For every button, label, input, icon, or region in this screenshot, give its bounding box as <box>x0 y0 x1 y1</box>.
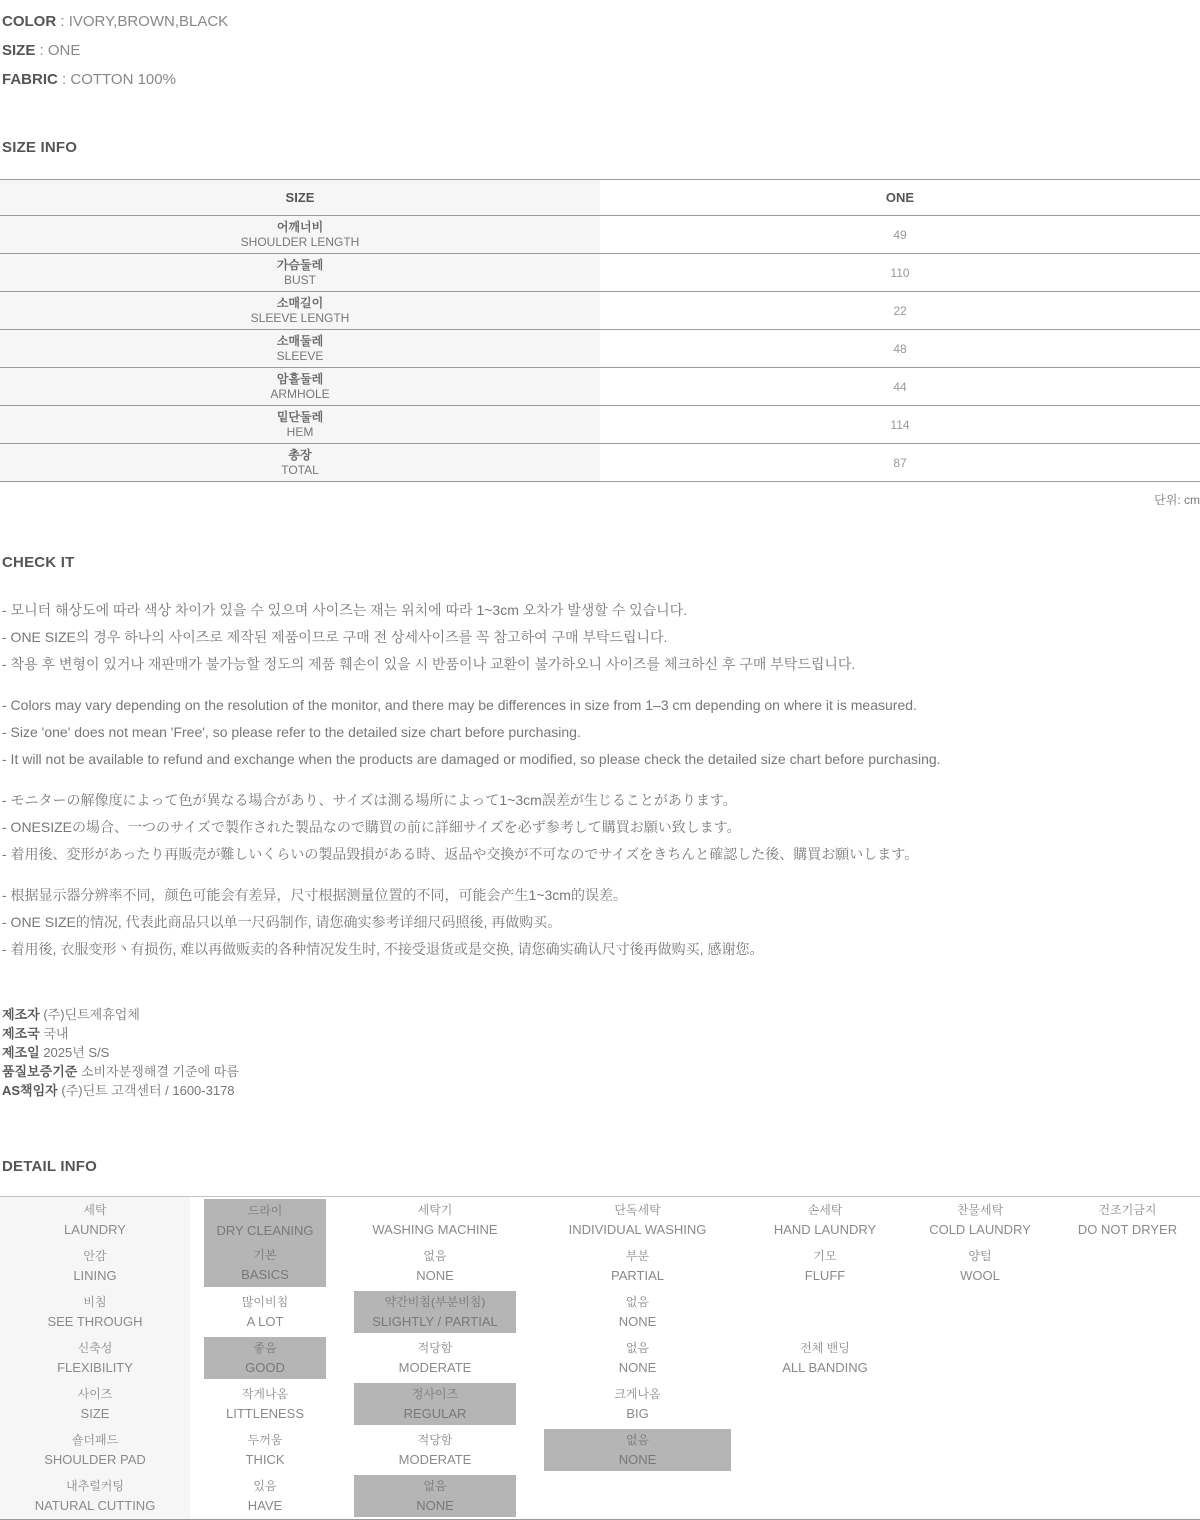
size-info-heading: SIZE INFO <box>2 139 78 156</box>
size-table-row <box>0 405 1200 443</box>
detail-option-korean: 크게나옴 <box>614 1387 661 1401</box>
detail-option-cell <box>190 1473 340 1519</box>
detail-option-korean: 없음 <box>423 1479 447 1493</box>
detail-option-cell <box>1055 1197 1200 1243</box>
manufacturer-value: 2025년 S/S <box>43 1045 110 1060</box>
detail-option <box>204 1383 326 1425</box>
detail-option-cell <box>905 1473 1055 1519</box>
detail-option-english: MODERATE <box>398 1452 472 1467</box>
detail-option-korean: 세탁기 <box>417 1203 453 1217</box>
detail-option-cell <box>745 1289 905 1335</box>
detail-option-cell <box>340 1197 530 1243</box>
note-group-zh <box>2 882 1200 963</box>
attribute-separator: : <box>57 71 71 88</box>
detail-label-english: SEE THROUGH <box>47 1314 143 1329</box>
detail-row-label <box>0 1473 190 1519</box>
detail-option <box>354 1245 516 1287</box>
size-value: 49 <box>893 227 907 242</box>
detail-label-english: LAUNDRY <box>64 1222 126 1237</box>
detail-option <box>919 1245 1041 1287</box>
detail-option-english: MODERATE <box>398 1360 472 1375</box>
detail-option <box>354 1199 516 1241</box>
manufacturer-line <box>2 1081 1200 1100</box>
attribute-separator: : <box>35 42 48 59</box>
detail-option-cell <box>530 1243 745 1289</box>
manufacturer-line <box>2 1024 1200 1043</box>
detail-label-korean: 세탁 <box>83 1203 107 1217</box>
size-value: 110 <box>890 265 910 280</box>
note-line: - ONE SIZE의 경우 하나의 사이즈로 제작된 제품이므로 구매 전 상세사이즈를 꼭 참고하여 구매 부탁드립니다. <box>2 629 668 645</box>
detail-option-cell <box>905 1335 1055 1381</box>
size-table-header-size: SIZE <box>0 180 600 215</box>
detail-option-cell <box>190 1427 340 1473</box>
detail-option-cell <box>1055 1335 1200 1381</box>
detail-option <box>354 1337 516 1379</box>
detail-option-cell <box>1055 1427 1200 1473</box>
detail-option-cell <box>745 1381 905 1427</box>
detail-option-korean: 없음 <box>625 1341 650 1355</box>
detail-option <box>354 1291 516 1333</box>
note-line: - ONE SIZE的情况, 代表此商品只以单一尺码制作, 请您确实参考详细尺码照後, 再做购买。 <box>2 914 562 930</box>
size-row-label <box>0 444 600 481</box>
note-line: - Size 'one' does not mean 'Free', so please refer to the detailed size chart before purchasing. <box>2 724 581 740</box>
detail-label-english: NATURAL CUTTING <box>34 1498 156 1513</box>
detail-option-korean: 많이비침 <box>241 1295 289 1309</box>
unit-note: 단위: cm <box>1154 493 1200 507</box>
detail-option-korean: 두꺼움 <box>247 1433 283 1447</box>
detail-option-korean: 없음 <box>625 1433 650 1447</box>
detail-option-cell <box>745 1197 905 1243</box>
note-line: - Colors may vary depending on the resolution of the monitor, and there may be differences in size from 1–3 cm depending on where it is measured. <box>2 697 917 713</box>
size-label-english: SHOULDER LENGTH <box>240 234 360 249</box>
note-line: - 착용 후 변형이 있거나 재판매가 불가능할 정도의 제품 훼손이 있을 시 반품이나 교환이 불가하오니 사이즈를 체크하신 후 구매 부탁드립니다. <box>2 656 856 672</box>
size-row-label <box>0 330 600 367</box>
detail-option-english: NONE <box>416 1498 454 1513</box>
detail-option-korean: 기모 <box>813 1249 837 1263</box>
detail-option-cell <box>530 1381 745 1427</box>
note-group-ja <box>2 787 1200 868</box>
detail-option <box>354 1383 516 1425</box>
note-line: - 根据显示器分辨率不同，颜色可能会有差异，尺寸根据测量位置的不同，可能会产生1~3cm的误差。 <box>2 887 627 903</box>
attribute-line <box>2 65 1200 94</box>
detail-option-english: SLIGHTLY / PARTIAL <box>372 1314 498 1329</box>
detail-label-english: SIZE <box>80 1406 110 1421</box>
detail-option-english: GOOD <box>245 1360 285 1375</box>
size-table-row <box>0 291 1200 329</box>
manufacturer-value: (주)딘트제휴업체 <box>43 1007 140 1022</box>
size-label-english: SLEEVE LENGTH <box>250 310 350 325</box>
detail-label-english: SHOULDER PAD <box>44 1452 146 1467</box>
detail-label-korean: 사이즈 <box>77 1387 113 1401</box>
size-table-row <box>0 443 1200 481</box>
detail-option <box>544 1383 731 1425</box>
detail-option <box>204 1243 326 1287</box>
size-row-label <box>0 406 600 443</box>
attribute-line <box>2 7 1200 36</box>
detail-option-korean: 좋음 <box>253 1341 277 1355</box>
size-row-label <box>0 216 600 253</box>
detail-option-english: DRY CLEANING <box>216 1223 314 1238</box>
detail-row-label <box>0 1335 190 1381</box>
note-group-en <box>2 692 1200 773</box>
size-table-row <box>0 215 1200 253</box>
manufacturer-value: (주)딘트 고객센터 / 1600-3178 <box>61 1083 235 1098</box>
detail-option-cell <box>745 1427 905 1473</box>
detail-option-english: NONE <box>416 1268 454 1283</box>
detail-option-cell <box>190 1381 340 1427</box>
detail-option-cell-selected <box>340 1381 530 1427</box>
detail-option-korean: 단독세탁 <box>614 1203 661 1217</box>
detail-option <box>544 1337 731 1379</box>
detail-label-korean: 비침 <box>83 1295 107 1309</box>
detail-option-cell-selected <box>190 1243 340 1289</box>
detail-label-korean: 신축성 <box>77 1341 113 1355</box>
detail-option <box>544 1245 731 1287</box>
detail-option-korean: 건조기금지 <box>1098 1203 1157 1217</box>
detail-option-korean: 작게나옴 <box>241 1387 289 1401</box>
detail-option-korean: 양털 <box>968 1249 992 1263</box>
size-label-english: SLEEVE <box>276 348 324 363</box>
detail-option-english: NONE <box>618 1360 657 1375</box>
detail-option-cell <box>1055 1381 1200 1427</box>
detail-option <box>919 1199 1041 1241</box>
detail-option-cell <box>745 1243 905 1289</box>
detail-row-label <box>0 1289 190 1335</box>
size-table <box>0 179 1200 482</box>
check-it-heading: CHECK IT <box>2 554 75 571</box>
attribute-label: COLOR <box>2 13 57 30</box>
detail-row-label <box>0 1427 190 1473</box>
size-label-english: BUST <box>283 272 316 287</box>
size-value: 22 <box>893 303 907 318</box>
detail-option-cell <box>905 1381 1055 1427</box>
size-label-korean: 어깨너비 <box>276 219 324 234</box>
detail-option-english: HAVE <box>247 1498 283 1513</box>
detail-info-heading: DETAIL INFO <box>2 1158 97 1175</box>
size-label-korean: 소매둘레 <box>276 333 324 348</box>
detail-option-cell <box>530 1289 745 1335</box>
size-table-header-row <box>0 180 1200 215</box>
manufacturer-label: 제조일 <box>2 1045 40 1060</box>
detail-option-english: WOOL <box>960 1268 1000 1283</box>
manufacturer-line <box>2 1062 1200 1081</box>
size-value: 48 <box>893 341 907 356</box>
detail-table <box>0 1196 1200 1520</box>
detail-option-cell <box>190 1289 340 1335</box>
manufacturer-line <box>2 1043 1200 1062</box>
detail-option-korean: 없음 <box>423 1249 447 1263</box>
detail-option-cell <box>530 1197 745 1243</box>
detail-option-english: FLUFF <box>804 1268 846 1283</box>
size-label-english: ARMHOLE <box>270 386 330 401</box>
detail-option-cell-selected <box>190 1335 340 1381</box>
detail-option-cell-selected <box>190 1197 340 1243</box>
detail-option-cell <box>1055 1289 1200 1335</box>
manufacturer-label: 품질보증기준 <box>2 1064 78 1079</box>
size-value: 44 <box>893 379 907 394</box>
detail-option-cell <box>745 1473 905 1519</box>
note-group-ko <box>2 597 1200 678</box>
detail-option-english: A LOT <box>246 1314 284 1329</box>
detail-option-cell <box>905 1289 1055 1335</box>
detail-option-korean: 부분 <box>625 1249 650 1263</box>
detail-option-korean: 적당함 <box>417 1433 453 1447</box>
manufacturer-value: 소비자분쟁해결 기준에 따름 <box>80 1064 239 1079</box>
detail-option-cell <box>530 1335 745 1381</box>
detail-label-english: LINING <box>73 1268 117 1283</box>
attribute-value: COTTON 100% <box>70 71 176 88</box>
note-line: - It will not be available to refund and exchange when the products are damaged or modified, so please check the detailed size chart before purchasing. <box>2 751 941 767</box>
attribute-value: IVORY,BROWN,BLACK <box>68 13 229 30</box>
detail-option-english: BIG <box>626 1406 649 1421</box>
size-value: 114 <box>890 417 910 432</box>
detail-option-korean: 드라이 <box>247 1204 283 1218</box>
detail-option-korean: 전체 밴딩 <box>800 1341 850 1355</box>
detail-option-cell-selected <box>340 1473 530 1519</box>
detail-option <box>204 1199 326 1243</box>
detail-option <box>204 1475 326 1517</box>
manufacturer-info <box>2 1005 1200 1100</box>
size-label-korean: 밑단둘레 <box>276 409 324 424</box>
size-row-label <box>0 368 600 405</box>
detail-option-english: WASHING MACHINE <box>372 1222 498 1237</box>
attribute-value: ONE <box>47 42 81 59</box>
detail-option-english: ALL BANDING <box>782 1360 868 1375</box>
detail-option <box>544 1199 731 1241</box>
check-it-notes <box>0 597 1200 963</box>
note-line: - モニターの解像度によって色が異なる場合があり、サイズは測る場所によって1~3cm誤差が生じることがあります。 <box>2 792 737 808</box>
detail-option-cell-selected <box>530 1427 745 1473</box>
detail-row-label <box>0 1197 190 1243</box>
size-label-korean: 가슴둘레 <box>276 257 324 272</box>
manufacturer-line <box>2 1005 1200 1024</box>
detail-label-english: FLEXIBILITY <box>57 1360 133 1375</box>
detail-option-korean: 약간비침(부분비침) <box>384 1295 486 1309</box>
detail-option <box>759 1337 891 1379</box>
manufacturer-label: AS책임자 <box>2 1083 58 1098</box>
product-attributes <box>0 0 1200 94</box>
detail-option-cell <box>340 1427 530 1473</box>
detail-label-korean: 숄더패드 <box>71 1433 119 1447</box>
note-line: - 着用後, 衣服变形丶有损伤, 难以再做贩卖的各种情况发生时, 不接受退货或是交换, 请您确实确认尺寸後再做购买, 感谢您。 <box>2 941 764 957</box>
detail-option-korean: 손세탁 <box>807 1203 843 1217</box>
detail-row-label <box>0 1381 190 1427</box>
detail-option-english: PARTIAL <box>611 1268 664 1283</box>
detail-option-english: DO NOT DRYER <box>1077 1222 1178 1237</box>
manufacturer-value: 국내 <box>43 1026 69 1041</box>
size-table-row <box>0 253 1200 291</box>
size-label-english: TOTAL <box>281 462 319 477</box>
manufacturer-label: 제조국 <box>2 1026 40 1041</box>
detail-option-english: THICK <box>245 1452 285 1467</box>
detail-option <box>354 1429 516 1471</box>
size-label-korean: 총장 <box>288 447 312 462</box>
note-line: - 모니터 해상도에 따라 색상 차이가 있을 수 있으며 사이즈는 재는 위치에 따라 1~3cm 오차가 발생할 수 있습니다. <box>2 602 688 618</box>
size-label-korean: 암홀둘레 <box>276 371 324 386</box>
note-line: - 着用後、変形があったり再販売が難しいくらいの製品毀損がある時、返品や交換が不可なのでサイズをきちんと確認した後、購買お願いします。 <box>2 846 919 862</box>
detail-option-cell-selected <box>340 1289 530 1335</box>
size-table-header-one: ONE <box>885 190 915 205</box>
size-table-row <box>0 367 1200 405</box>
detail-option-english: COLD LAUNDRY <box>929 1222 1031 1237</box>
detail-option <box>759 1199 891 1241</box>
detail-option-english: REGULAR <box>403 1406 467 1421</box>
size-row-label <box>0 254 600 291</box>
note-line: - ONESIZEの場合、一つのサイズで製作された製品なので購買の前に詳細サイズを必ず参考して購買お願い致します。 <box>2 819 741 835</box>
detail-option <box>1069 1199 1186 1241</box>
detail-option-korean: 기본 <box>253 1248 277 1262</box>
detail-option-cell <box>530 1473 745 1519</box>
detail-option-english: INDIVIDUAL WASHING <box>568 1222 707 1237</box>
detail-label-korean: 안감 <box>83 1249 107 1263</box>
detail-option <box>204 1291 326 1333</box>
detail-option-english: NONE <box>618 1314 657 1329</box>
size-table-row <box>0 329 1200 367</box>
size-label-korean: 소매길이 <box>276 295 324 310</box>
attribute-separator: : <box>56 13 69 30</box>
detail-option <box>544 1291 731 1333</box>
detail-option-english: HAND LAUNDRY <box>773 1222 877 1237</box>
detail-row-label <box>0 1243 190 1289</box>
detail-option-english: LITTLENESS <box>225 1406 305 1421</box>
detail-option <box>759 1245 891 1287</box>
manufacturer-label: 제조자 <box>2 1007 40 1022</box>
detail-option-cell <box>1055 1243 1200 1289</box>
detail-option-korean: 정사이즈 <box>411 1387 459 1401</box>
attribute-label: SIZE <box>2 42 36 59</box>
detail-option-cell <box>340 1243 530 1289</box>
attribute-line <box>2 36 1200 65</box>
detail-option <box>204 1337 326 1379</box>
detail-option-cell <box>1055 1473 1200 1519</box>
size-value: 87 <box>893 455 907 470</box>
detail-option-korean: 없음 <box>625 1295 650 1309</box>
size-row-label <box>0 292 600 329</box>
detail-option-korean: 적당함 <box>417 1341 453 1355</box>
detail-option-cell <box>905 1427 1055 1473</box>
detail-option-english: BASICS <box>241 1267 289 1282</box>
detail-option <box>204 1429 326 1471</box>
size-label-english: HEM <box>286 424 314 439</box>
detail-option-cell <box>745 1335 905 1381</box>
detail-option-cell <box>905 1243 1055 1289</box>
detail-option-korean: 찬물세탁 <box>956 1203 1004 1217</box>
attribute-label: FABRIC <box>2 71 58 88</box>
detail-option <box>544 1429 731 1471</box>
detail-option-cell <box>340 1335 530 1381</box>
detail-option <box>354 1475 516 1517</box>
detail-label-korean: 내추럴커팅 <box>66 1479 124 1493</box>
detail-option-korean: 있음 <box>253 1479 277 1493</box>
detail-option-english: NONE <box>618 1452 657 1467</box>
detail-option-cell <box>905 1197 1055 1243</box>
